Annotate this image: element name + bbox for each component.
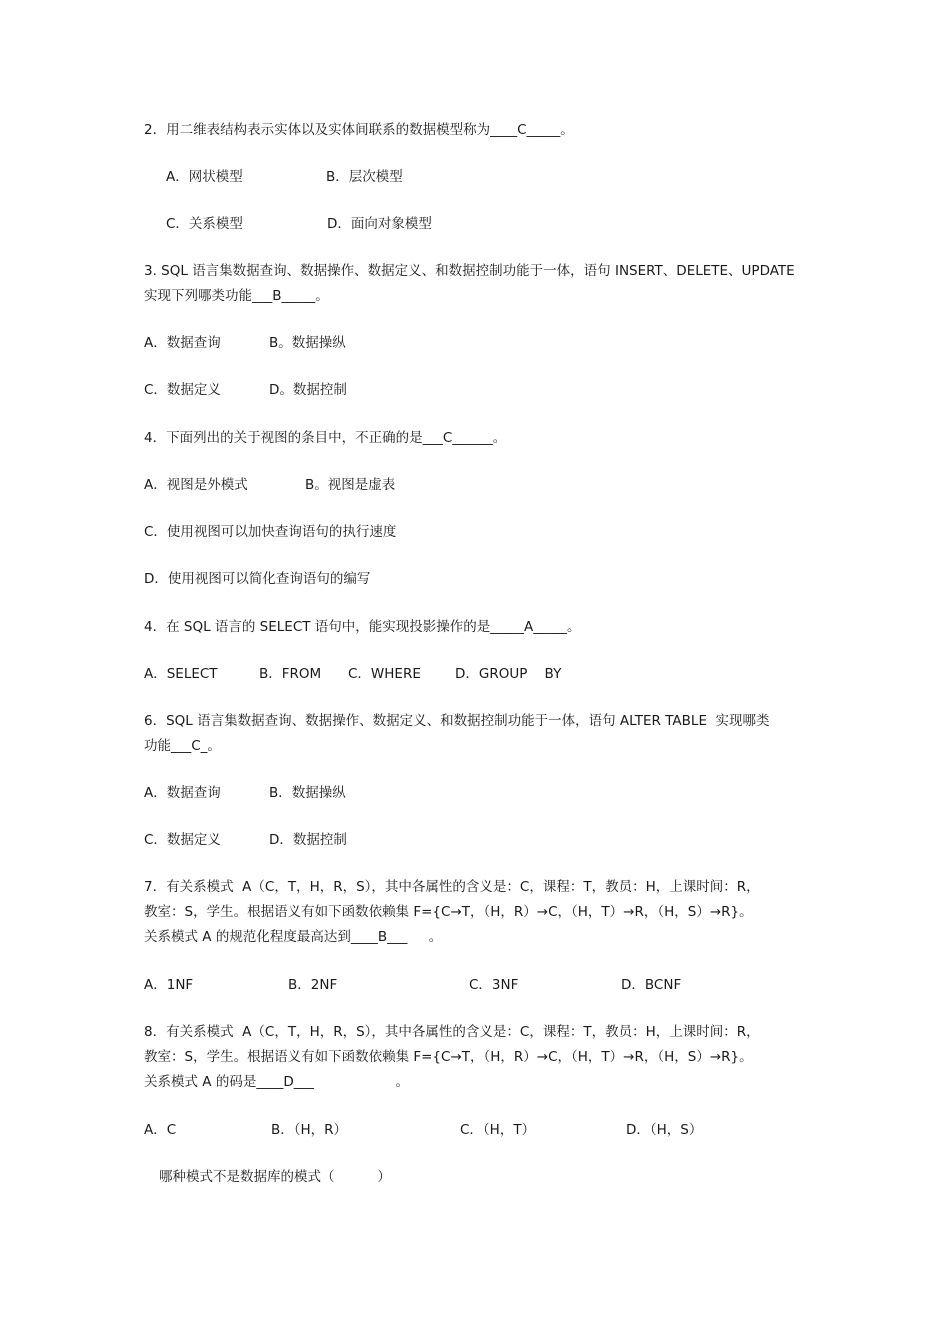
- question-4a-option-a: A．视图是外模式: [144, 477, 248, 493]
- question-4b-option-d: D．GROUP BY: [455, 666, 562, 682]
- question-3-stem-line-1: 3. SQL 语言集数据查询、数据操作、数据定义、和数据控制功能于一体，语句 INSERT、DELETE、UPDATE: [144, 263, 795, 279]
- question-6-stem-line-2: 功能___C_。: [144, 738, 221, 754]
- question-2-option-c: C．关系模型: [166, 216, 243, 232]
- question-3-option-b: B。数据操纵: [269, 335, 346, 351]
- question-4b-option-c: C．WHERE: [348, 666, 421, 682]
- question-2-option-d: D．面向对象模型: [327, 216, 432, 232]
- question-2-stem: 2．用二维表结构表示实体以及实体间联系的数据模型称为____C_____。: [144, 122, 574, 138]
- question-7-option-a: A．1NF: [144, 977, 194, 993]
- question-7-stem-line-2: 教室：S，学生。根据语义有如下函数依赖集 F={C→T，（H，R）→C，（H，T）→R，（H，S）→R}。: [144, 904, 753, 920]
- question-6-option-b: B．数据操纵: [269, 785, 346, 801]
- question-3-option-c: C．数据定义: [144, 382, 221, 398]
- question-8-option-c: C．（H，T）: [460, 1122, 536, 1138]
- question-6-stem-line-1: 6．SQL 语言集数据查询、数据操作、数据定义、和数据控制功能于一体，语句 ALTER TABLE 实现哪类: [144, 713, 770, 729]
- question-3-option-a: A．数据查询: [144, 335, 221, 351]
- question-4a-option-b: B。视图是虚表: [305, 477, 396, 493]
- question-4a-stem: 4．下面列出的关于视图的条目中，不正确的是___C______。: [144, 430, 507, 446]
- question-8-stem-line-2: 教室：S，学生。根据语义有如下函数依赖集 F={C→T，（H，R）→C，（H，T）→R，（H，S）→R}。: [144, 1049, 753, 1065]
- question-8-option-a: A．C: [144, 1122, 177, 1138]
- question-8-stem-line-3: 关系模式 A 的码是____D___ 。: [144, 1074, 409, 1090]
- question-6-option-c: C．数据定义: [144, 832, 221, 848]
- question-7-option-b: B．2NF: [288, 977, 338, 993]
- question-6-option-a: A．数据查询: [144, 785, 221, 801]
- question-8-stem-line-1: 8．有关系模式 A（C，T，H，R，S），其中各属性的含义是：C，课程：T，教员：H，上课时间：R，: [144, 1024, 760, 1040]
- question-2-option-b: B．层次模型: [326, 169, 403, 185]
- question-6-option-d: D．数据控制: [269, 832, 347, 848]
- question-7-option-d: D．BCNF: [621, 977, 682, 993]
- question-4a-option-d: D．使用视图可以简化查询语句的编写: [144, 571, 371, 587]
- question-8-option-b: B．（H，R）: [271, 1122, 348, 1138]
- question-7-option-c: C．3NF: [469, 977, 519, 993]
- question-4b-option-a: A．SELECT: [144, 666, 218, 682]
- question-8-option-d: D．（H，S）: [626, 1122, 703, 1138]
- question-4b-stem: 4．在 SQL 语言的 SELECT 语句中，能实现投影操作的是_____A_____。: [144, 619, 581, 635]
- question-7-stem-line-1: 7．有关系模式 A（C，T，H，R，S），其中各属性的含义是：C，课程：T，教员：H，上课时间：R，: [144, 879, 760, 895]
- question-4b-option-b: B．FROM: [259, 666, 322, 682]
- question-7-stem-line-3: 关系模式 A 的规范化程度最高达到____B___ 。: [144, 929, 443, 945]
- question-3-option-d: D。数据控制: [269, 382, 347, 398]
- question-2-option-a: A．网状模型: [166, 169, 243, 185]
- trailing-question: 哪种模式不是数据库的模式（ ）: [159, 1169, 391, 1185]
- question-4a-option-c: C．使用视图可以加快查询语句的执行速度: [144, 524, 397, 540]
- question-3-stem-line-2: 实现下列哪类功能___B_____。: [144, 288, 329, 304]
